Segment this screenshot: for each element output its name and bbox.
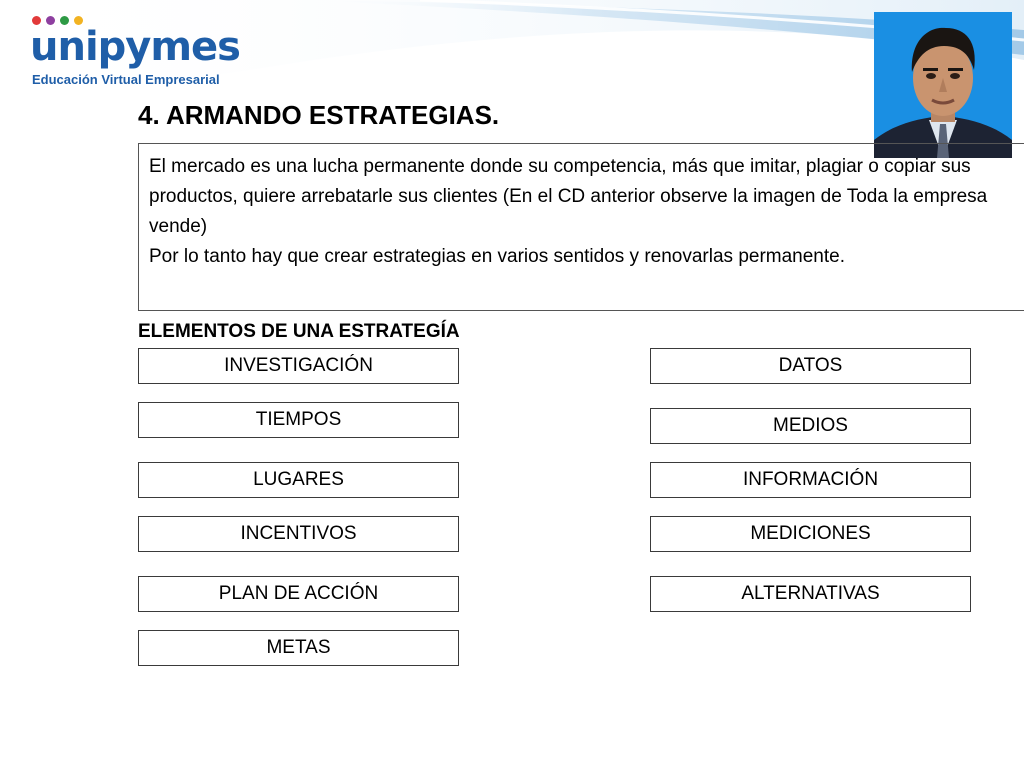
element-box-incentivos: INCENTIVOS	[138, 516, 459, 552]
body-paragraph-2: Por lo tanto hay que crear estrategias en varios sentidos y renovarlas permanente.	[149, 246, 845, 267]
unipymes-logo	[30, 14, 240, 94]
element-box-datos: DATOS	[650, 348, 971, 384]
logo-tagline: Educación Virtual Empresarial	[32, 72, 220, 87]
presenter-photo	[874, 12, 1012, 158]
element-box-medios: MEDIOS	[650, 408, 971, 444]
body-text-box	[138, 143, 1024, 311]
element-box-informacion: INFORMACIÓN	[650, 462, 971, 498]
element-box-lugares: LUGARES	[138, 462, 459, 498]
slide-title: 4. ARMANDO ESTRATEGIAS.	[138, 100, 500, 130]
element-box-metas: METAS	[138, 630, 459, 666]
element-box-mediciones: MEDICIONES	[650, 516, 971, 552]
person-icon	[874, 12, 1012, 158]
logo-wordmark: unipymes	[30, 24, 240, 70]
body-paragraph-1: El mercado es una lucha permanente donde su competencia, más que imitar, plagiar o copiar sus productos, quiere arrebatarle sus clientes (En el CD anterior observe la imagen de Toda la empresa vende)	[149, 156, 988, 237]
elements-heading: ELEMENTOS DE UNA ESTRATEGÍA	[138, 321, 460, 342]
element-box-plan-de-accion: PLAN DE ACCIÓN	[138, 576, 459, 612]
element-box-tiempos: TIEMPOS	[138, 402, 459, 438]
element-box-investigacion: INVESTIGACIÓN	[138, 348, 459, 384]
element-box-alternativas: ALTERNATIVAS	[650, 576, 971, 612]
